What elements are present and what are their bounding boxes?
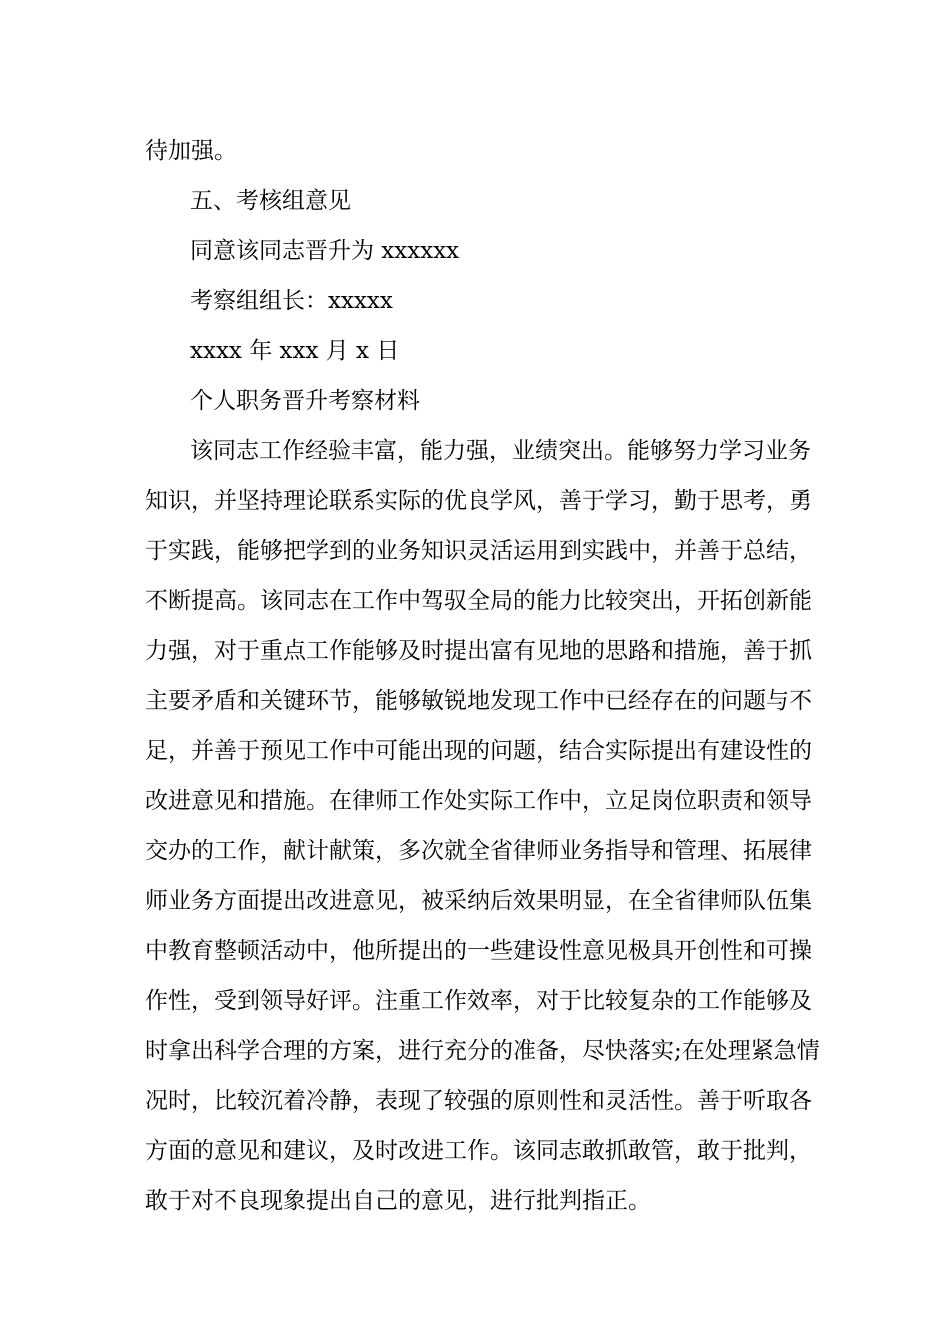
opinion-text: 同意该同志晋升为 xxxxxx bbox=[190, 238, 460, 264]
paragraph-line: 交办的工作，献计献策，多次就全省律师业务指导和管理、拓展律 bbox=[145, 838, 812, 864]
paragraph-line: 力强，对于重点工作能够及时提出富有见地的思路和措施，善于抓 bbox=[145, 638, 812, 664]
paragraph-line: 足，并善于预见工作中可能出现的问题，结合实际提出有建设性的 bbox=[145, 738, 812, 764]
paragraph-line: 不断提高。该同志在工作中驾驭全局的能力比较突出，开拓创新能 bbox=[145, 588, 812, 614]
paragraph-line: 改进意见和措施。在律师工作处实际工作中，立足岗位职责和领导 bbox=[145, 788, 812, 814]
paragraph-line: 况时，比较沉着冷静，表现了较强的原则性和灵活性。善于听取各 bbox=[145, 1088, 812, 1114]
paragraph-line: 方面的意见和建议，及时改进工作。该同志敢抓敢管，敢于批判， bbox=[145, 1138, 812, 1164]
paragraph-line: 该同志工作经验丰富，能力强，业绩突出。能够努力学习业务 bbox=[190, 438, 811, 464]
paragraph-line: 敢于对不良现象提出自己的意见，进行批判指正。 bbox=[145, 1188, 651, 1214]
paragraph-line: 中教育整顿活动中，他所提出的一些建设性意见极具开创性和可操 bbox=[145, 938, 812, 964]
text-line-continuation: 待加强。 bbox=[145, 138, 237, 164]
paragraph-line: 知识，并坚持理论联系实际的优良学风，善于学习，勤于思考，勇 bbox=[145, 488, 812, 514]
paragraph-line: 时拿出科学合理的方案，进行充分的准备，尽快落实;在处理紧急情 bbox=[145, 1038, 820, 1064]
paragraph-line: 主要矛盾和关键环节，能够敏锐地发现工作中已经存在的问题与不 bbox=[145, 688, 812, 714]
signer-line: 考察组组长：xxxxx bbox=[190, 288, 393, 314]
document-title: 个人职务晋升考察材料 bbox=[190, 388, 420, 414]
paragraph-line: 作性，受到领导好评。注重工作效率，对于比较复杂的工作能够及 bbox=[145, 988, 812, 1014]
date-line: xxxx 年 xxx 月 x 日 bbox=[190, 338, 400, 364]
paragraph-line: 于实践，能够把学到的业务知识灵活运用到实践中，并善于总结， bbox=[145, 538, 812, 564]
paragraph-line: 师业务方面提出改进意见，被采纳后效果明显，在全省律师队伍集 bbox=[145, 888, 812, 914]
section-heading: 五、考核组意见 bbox=[190, 188, 351, 214]
